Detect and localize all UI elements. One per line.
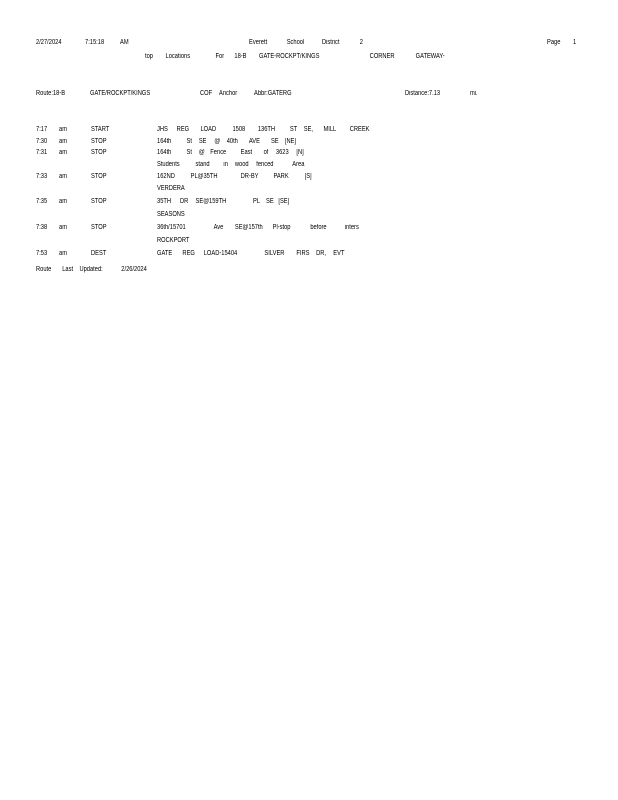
stop-note <box>157 185 185 193</box>
stop-description <box>157 198 289 206</box>
stop-word: @ <box>198 149 205 156</box>
stop-word: VERDERA <box>157 185 185 192</box>
stop-description <box>157 126 369 134</box>
stop-word: 3623 <box>275 149 289 156</box>
district-name <box>249 39 363 47</box>
report-ampm: AM <box>120 39 129 46</box>
stop-word: 35TH <box>157 198 172 205</box>
stop-time: 7:31 <box>36 149 48 156</box>
stop-note <box>157 161 304 169</box>
stop-ampm: am <box>59 126 67 133</box>
stop-word: 164th <box>157 149 172 156</box>
stop-type: STOP <box>91 198 107 205</box>
subtitle-word: For <box>215 53 225 60</box>
subtitle-word: CORNER <box>369 53 395 60</box>
stop-word: SE, <box>303 126 314 133</box>
stop-word: Area <box>292 161 305 168</box>
stop-word: [N] <box>296 149 304 156</box>
stop-time: 7:38 <box>36 224 48 231</box>
stop-word: MILL <box>323 126 337 133</box>
route-name: GATE/ROCKPT/KINGS <box>90 90 151 97</box>
page-number: 1 <box>573 39 577 46</box>
stop-word: 40th <box>226 138 238 145</box>
stop-note <box>157 211 185 219</box>
stop-word: ST <box>289 126 298 133</box>
stop-word: EVT <box>333 250 345 257</box>
stop-word: 164th <box>157 138 172 145</box>
stop-time: 7:35 <box>36 198 48 205</box>
district-word: School <box>286 39 305 46</box>
stop-word: SE <box>266 198 274 205</box>
stop-word: SE@159TH <box>195 198 227 205</box>
stop-description <box>157 250 344 258</box>
stop-description <box>157 173 312 181</box>
stop-description <box>157 224 359 232</box>
district-word: 2 <box>359 39 363 46</box>
report-time: 7:15:18 <box>85 39 105 46</box>
stop-word: [NE] <box>284 138 297 145</box>
stop-time: 7:53 <box>36 250 48 257</box>
stop-word: ROCKPORT <box>157 237 190 244</box>
stop-word: PL@35TH <box>190 173 218 180</box>
stop-time: 7:30 <box>36 138 48 145</box>
stop-word: LOAD <box>200 126 217 133</box>
stop-word: of <box>263 149 269 156</box>
stop-time: 7:33 <box>36 173 48 180</box>
stop-word: inters <box>344 224 359 231</box>
stop-word: PARK <box>273 173 289 180</box>
stop-description <box>157 138 296 146</box>
district-word: Everett <box>249 39 268 46</box>
stop-word: [S] <box>304 173 312 180</box>
stop-word: 136TH <box>257 126 276 133</box>
district-word: District <box>321 39 340 46</box>
route-abbr: Abbr:GATERG <box>254 90 292 97</box>
stop-word: 1508 <box>232 126 246 133</box>
stop-word: SE@157th <box>234 224 263 231</box>
footer-word: Updated: <box>79 266 103 273</box>
stop-word: 36th/15701 <box>157 224 186 231</box>
stop-type: STOP <box>91 173 107 180</box>
route-last-updated <box>36 266 147 274</box>
subtitle-word: 18-B <box>234 53 247 60</box>
stop-note <box>157 237 189 245</box>
stop-ampm: am <box>59 250 67 257</box>
last-updated-date: 2/26/2024 <box>121 266 147 273</box>
stop-word: DR-BY <box>240 173 259 180</box>
stop-word: JHS <box>157 126 168 133</box>
subtitle-word: Locations <box>165 53 191 60</box>
stop-word: FIRS <box>296 250 310 257</box>
route-distance: Distance:7.13 <box>405 90 441 97</box>
stop-word: Pl-stop <box>272 224 291 231</box>
stop-word: CREEK <box>349 126 370 133</box>
footer-word: Last <box>62 266 74 273</box>
stop-word: [SE] <box>278 198 290 205</box>
stop-word: wood <box>234 161 249 168</box>
stop-word: Fence <box>210 149 227 156</box>
stop-word: St <box>186 149 192 156</box>
route-anchor: Anchor <box>219 90 238 97</box>
route-distance-unit: mi. <box>470 90 478 97</box>
stop-word: GATE <box>157 250 173 257</box>
stop-word: @ <box>214 138 221 145</box>
stop-word: LOAD-15404 <box>203 250 238 257</box>
stop-word: Students <box>157 161 180 168</box>
subtitle-word: top <box>145 53 153 60</box>
stop-word: SE <box>270 138 279 145</box>
stop-type: STOP <box>91 149 107 156</box>
stop-word: SEASONS <box>157 211 185 218</box>
stop-word: AVE <box>248 138 260 145</box>
stop-description <box>157 149 304 157</box>
stop-word: SILVER <box>264 250 285 257</box>
stop-ampm: am <box>59 138 67 145</box>
stop-word: St <box>186 138 192 145</box>
stop-type: START <box>91 126 110 133</box>
stop-word: stand <box>195 161 210 168</box>
footer-word: Route <box>36 266 52 273</box>
route-cof: COF <box>200 90 213 97</box>
page-label: Page <box>547 39 561 46</box>
stop-type: STOP <box>91 138 107 145</box>
stop-word: fenced <box>256 161 274 168</box>
report-subtitle <box>145 53 445 61</box>
stop-time: 7:17 <box>36 126 48 133</box>
subtitle-word: GATE-ROCKPT/KINGS <box>258 53 320 60</box>
stop-word: before <box>310 224 327 231</box>
stop-ampm: am <box>59 173 67 180</box>
stop-word: 162ND <box>157 173 175 180</box>
stop-type: STOP <box>91 224 107 231</box>
stop-word: in <box>223 161 228 168</box>
subtitle-word: GATEWAY- <box>415 53 445 60</box>
stop-word: REG <box>176 126 190 133</box>
stop-word: SE <box>198 138 207 145</box>
stop-type: DEST <box>91 250 107 257</box>
stop-word: East <box>240 149 253 156</box>
stop-ampm: am <box>59 149 67 156</box>
stop-word: DR <box>179 198 189 205</box>
stop-word: REG <box>182 250 195 257</box>
report-date: 2/27/2024 <box>36 39 62 46</box>
stop-ampm: am <box>59 224 67 231</box>
stop-word: DR, <box>316 250 326 257</box>
stop-word: Ave <box>213 224 224 231</box>
route-id: Route:18-B <box>36 90 66 97</box>
stop-ampm: am <box>59 198 67 205</box>
stop-word: PL <box>252 198 260 205</box>
